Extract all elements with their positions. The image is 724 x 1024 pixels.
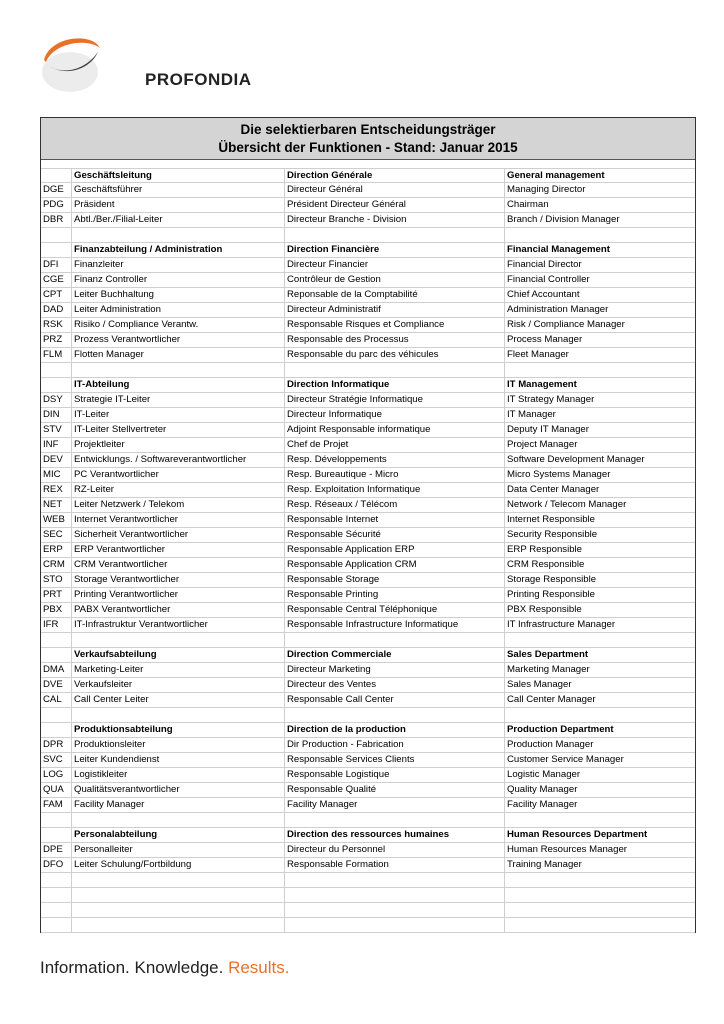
table-row (41, 408, 695, 423)
code-cell (41, 873, 72, 887)
english-cell: Internet Responsible (507, 514, 595, 525)
german-cell: Geschäftsleitung (72, 169, 285, 182)
table-row (41, 753, 695, 768)
german-cell: Leiter Buchhaltung (72, 288, 285, 302)
table-row (41, 423, 695, 438)
german-cell (72, 873, 285, 887)
german-cell: IT-Abteilung (72, 378, 285, 392)
table-row (41, 858, 695, 873)
code-cell (41, 813, 72, 827)
french-cell: Directeur du Personnel (285, 843, 505, 857)
code-cell (41, 903, 72, 917)
code-cell: SEC (41, 528, 72, 542)
french-cell: Responsable Infrastructure Informatique (285, 618, 505, 632)
german-cell: IT-Infrastruktur Verantwortlicher (72, 618, 285, 632)
german-cell: IT-Leiter (72, 408, 285, 422)
code-cell: DPR (41, 738, 72, 752)
german-cell: PC Verantwortlicher (72, 468, 285, 482)
english-cell: Facility Manager (507, 799, 578, 810)
code-cell: DFI (41, 258, 72, 272)
french-cell: Responsable Internet (285, 513, 505, 527)
english-cell: IT Management (507, 379, 577, 390)
german-cell: Entwicklungs. / Softwareverantwortlicher (72, 453, 285, 467)
table-row (41, 663, 695, 678)
german-cell: Personalabteilung (72, 828, 285, 842)
english-cell: Micro Systems Manager (507, 469, 611, 480)
profondia-logo (40, 30, 252, 100)
german-cell: Qualitätsverantwortlicher (72, 783, 285, 797)
english-cell: Software Development Manager (507, 454, 645, 465)
table-row (41, 348, 695, 363)
code-cell: WEB (41, 513, 72, 527)
code-cell: DMA (41, 663, 72, 677)
table-row (41, 678, 695, 693)
german-cell: Storage Verantwortlicher (72, 573, 285, 587)
english-cell: Process Manager (507, 334, 583, 345)
french-cell: Responsable Storage (285, 573, 505, 587)
english-cell: PBX Responsible (507, 604, 582, 615)
french-cell: Responsable Logistique (285, 768, 505, 782)
french-cell: Directeur Branche - Division (285, 213, 505, 227)
english-cell: IT Manager (507, 409, 556, 420)
french-cell (285, 918, 505, 932)
code-cell: ERP (41, 543, 72, 557)
english-cell: Logistic Manager (507, 769, 581, 780)
german-cell: Logistikleiter (72, 768, 285, 782)
english-cell: IT Strategy Manager (507, 394, 595, 405)
table-row (41, 333, 695, 348)
english-cell: Printing Responsible (507, 589, 595, 600)
code-cell: DBR (41, 213, 72, 227)
german-cell: Printing Verantwortlicher (72, 588, 285, 602)
code-cell: PRZ (41, 333, 72, 347)
french-cell (285, 813, 505, 827)
code-cell: DEV (41, 453, 72, 467)
english-cell (505, 633, 695, 647)
english-cell: Sales Manager (507, 679, 572, 690)
german-cell: IT-Leiter Stellvertreter (72, 423, 285, 437)
english-cell: Fleet Manager (507, 349, 569, 360)
code-cell: DAD (41, 303, 72, 317)
section-header-row (41, 243, 695, 258)
section-header-row (41, 723, 695, 738)
english-cell: Financial Management (507, 244, 610, 255)
german-cell (72, 888, 285, 902)
english-cell: ERP Responsible (507, 544, 583, 555)
french-cell: Chef de Projet (285, 438, 505, 452)
table-row (41, 498, 695, 513)
french-cell: Resp. Bureautique - Micro (285, 468, 505, 482)
functions-table-panel (40, 117, 696, 933)
french-cell: Reponsable de la Comptabilité (285, 288, 505, 302)
english-cell: Project Manager (507, 439, 578, 450)
code-cell (41, 918, 72, 932)
table-row (41, 438, 695, 453)
english-cell: Branch / Division Manager (507, 214, 620, 225)
code-cell: STV (41, 423, 72, 437)
table-row (41, 213, 695, 228)
english-cell: Training Manager (507, 859, 582, 870)
french-cell (285, 708, 505, 722)
title-line-2: Übersicht der Funktionen - Stand: Januar 2015 (218, 140, 518, 155)
english-cell: IT Infrastructure Manager (507, 619, 616, 630)
french-cell: Directeur Administratif (285, 303, 505, 317)
german-cell: RZ-Leiter (72, 483, 285, 497)
table-row (41, 528, 695, 543)
code-cell: DFO (41, 858, 72, 872)
table-row (41, 693, 695, 708)
code-cell: REX (41, 483, 72, 497)
table-row (41, 783, 695, 798)
table-row (41, 468, 695, 483)
table-row (41, 198, 695, 213)
german-cell: Leiter Netzwerk / Telekom (72, 498, 285, 512)
section-header-row (41, 648, 695, 663)
german-cell (72, 918, 285, 932)
code-cell (41, 169, 72, 182)
english-cell: Data Center Manager (507, 484, 600, 495)
english-cell: Production Manager (507, 739, 594, 750)
code-cell (41, 633, 72, 647)
english-cell: Chief Accountant (507, 289, 580, 300)
french-cell: Direction Financière (285, 243, 505, 257)
german-cell (72, 633, 285, 647)
french-cell: Resp. Réseaux / Télécom (285, 498, 505, 512)
table-row (41, 768, 695, 783)
german-cell (72, 363, 285, 377)
english-cell: Production Department (507, 724, 614, 735)
table-row (41, 453, 695, 468)
french-cell: Direction des ressources humaines (285, 828, 505, 842)
german-cell: Finanzleiter (72, 258, 285, 272)
french-cell: Responsable Printing (285, 588, 505, 602)
table-row (41, 513, 695, 528)
code-cell: RSK (41, 318, 72, 332)
german-cell (72, 813, 285, 827)
table-row (41, 273, 695, 288)
french-cell: Directeur Général (285, 183, 505, 197)
german-cell: Personalleiter (72, 843, 285, 857)
german-cell: Produktionsleiter (72, 738, 285, 752)
functions-grid (41, 168, 695, 933)
code-cell: MIC (41, 468, 72, 482)
german-cell (72, 903, 285, 917)
german-cell: Leiter Kundendienst (72, 753, 285, 767)
french-cell: Contrôleur de Gestion (285, 273, 505, 287)
english-cell: Chairman (507, 199, 549, 210)
english-cell: Human Resources Manager (507, 844, 627, 855)
code-cell: DGE (41, 183, 72, 197)
french-cell: Directeur Financier (285, 258, 505, 272)
table-row (41, 558, 695, 573)
german-cell: Finanzabteilung / Administration (72, 243, 285, 257)
table-row (41, 183, 695, 198)
english-cell: CRM Responsible (507, 559, 585, 570)
code-cell: PDG (41, 198, 72, 212)
blank-row (41, 708, 695, 723)
code-cell (41, 828, 72, 842)
section-header-row (41, 378, 695, 393)
logo-swoosh-icon (40, 30, 102, 100)
french-cell: Responsable Application ERP (285, 543, 505, 557)
blank-row (41, 903, 695, 918)
german-cell: Internet Verantwortlicher (72, 513, 285, 527)
french-cell: Responsable Qualité (285, 783, 505, 797)
german-cell: Finanz Controller (72, 273, 285, 287)
french-cell: Dir Production - Fabrication (285, 738, 505, 752)
german-cell: Abtl./Ber./Filial-Leiter (72, 213, 285, 227)
german-cell: Verkaufsleiter (72, 678, 285, 692)
german-cell (72, 708, 285, 722)
german-cell: Leiter Administration (72, 303, 285, 317)
german-cell: CRM Verantwortlicher (72, 558, 285, 572)
english-cell (505, 888, 695, 902)
table-row (41, 618, 695, 633)
french-cell (285, 873, 505, 887)
english-cell: Human Resources Department (507, 829, 648, 840)
code-cell: NET (41, 498, 72, 512)
tagline-text: Information. Knowledge. (40, 958, 229, 977)
english-cell: Sales Department (507, 649, 589, 660)
french-cell: Responsable des Processus (285, 333, 505, 347)
french-cell: Direction Informatique (285, 378, 505, 392)
english-cell: Financial Controller (507, 274, 590, 285)
code-cell (41, 378, 72, 392)
german-cell: Geschäftsführer (72, 183, 285, 197)
table-row (41, 798, 695, 813)
blank-row (41, 633, 695, 648)
code-cell: CGE (41, 273, 72, 287)
english-cell (505, 903, 695, 917)
tagline-accent: Results. (228, 958, 290, 977)
code-cell (41, 363, 72, 377)
code-cell: CRM (41, 558, 72, 572)
german-cell (72, 228, 285, 242)
german-cell: PABX Verantwortlicher (72, 603, 285, 617)
code-cell: PBX (41, 603, 72, 617)
table-row (41, 393, 695, 408)
table-row (41, 573, 695, 588)
french-cell (285, 363, 505, 377)
blank-row (41, 888, 695, 903)
code-cell: IFR (41, 618, 72, 632)
english-cell: Administration Manager (507, 304, 609, 315)
table-row (41, 588, 695, 603)
french-cell: Responsable Call Center (285, 693, 505, 707)
english-cell: Marketing Manager (507, 664, 590, 675)
code-cell: CAL (41, 693, 72, 707)
code-cell (41, 243, 72, 257)
table-row (41, 543, 695, 558)
french-cell: Directeur Stratégie Informatique (285, 393, 505, 407)
german-cell: Marketing-Leiter (72, 663, 285, 677)
english-cell: Network / Telecom Manager (507, 499, 627, 510)
table-row (41, 288, 695, 303)
code-cell: FAM (41, 798, 72, 812)
english-cell (505, 918, 695, 932)
code-cell: DIN (41, 408, 72, 422)
code-cell (41, 723, 72, 737)
french-cell: Responsable Central Téléphonique (285, 603, 505, 617)
french-cell: Président Directeur Général (285, 198, 505, 212)
section-header-row (41, 168, 695, 183)
french-cell: Direction Commerciale (285, 648, 505, 662)
english-cell: Deputy IT Manager (507, 424, 589, 435)
german-cell: Flotten Manager (72, 348, 285, 362)
english-cell: Storage Responsible (507, 574, 597, 585)
code-cell: FLM (41, 348, 72, 362)
french-cell: Directeur Informatique (285, 408, 505, 422)
french-cell: Directeur des Ventes (285, 678, 505, 692)
english-cell: Managing Director (507, 184, 586, 195)
french-cell: Responsable Risques et Compliance (285, 318, 505, 332)
code-cell: INF (41, 438, 72, 452)
french-cell: Responsable Application CRM (285, 558, 505, 572)
french-cell: Direction Générale (285, 169, 505, 182)
table-row (41, 318, 695, 333)
french-cell: Resp. Exploitation Informatique (285, 483, 505, 497)
english-cell: Security Responsible (507, 529, 598, 540)
code-cell: STO (41, 573, 72, 587)
code-cell: DSY (41, 393, 72, 407)
english-cell (505, 228, 695, 242)
code-cell (41, 648, 72, 662)
german-cell: Verkaufsabteilung (72, 648, 285, 662)
code-cell (41, 228, 72, 242)
french-cell: Directeur Marketing (285, 663, 505, 677)
table-row (41, 483, 695, 498)
code-cell: CPT (41, 288, 72, 302)
blank-row (41, 873, 695, 888)
english-cell: General management (507, 170, 605, 181)
german-cell: Sicherheit Verantwortlicher (72, 528, 285, 542)
code-cell: DPE (41, 843, 72, 857)
code-cell (41, 708, 72, 722)
french-cell: Resp. Développements (285, 453, 505, 467)
section-header-row (41, 828, 695, 843)
french-cell: Adjoint Responsable informatique (285, 423, 505, 437)
french-cell (285, 903, 505, 917)
english-cell: Risk / Compliance Manager (507, 319, 625, 330)
brand-name: PROFONDIA (145, 70, 252, 89)
french-cell: Responsable du parc des véhicules (285, 348, 505, 362)
tagline (40, 958, 289, 978)
english-cell: Quality Manager (507, 784, 578, 795)
german-cell: Call Center Leiter (72, 693, 285, 707)
code-cell: SVC (41, 753, 72, 767)
table-row (41, 843, 695, 858)
table-row (41, 738, 695, 753)
table-title (41, 118, 695, 160)
table-row (41, 303, 695, 318)
french-cell (285, 633, 505, 647)
table-row (41, 603, 695, 618)
blank-row (41, 228, 695, 243)
english-cell (505, 708, 695, 722)
code-cell: QUA (41, 783, 72, 797)
blank-row (41, 363, 695, 378)
french-cell (285, 888, 505, 902)
blank-row (41, 813, 695, 828)
german-cell: Facility Manager (72, 798, 285, 812)
blank-row (41, 918, 695, 933)
german-cell: Prozess Verantwortlicher (72, 333, 285, 347)
english-cell: Customer Service Manager (507, 754, 624, 765)
french-cell: Direction de la production (285, 723, 505, 737)
german-cell: Strategie IT-Leiter (72, 393, 285, 407)
french-cell (285, 228, 505, 242)
english-cell (505, 363, 695, 377)
english-cell (505, 813, 695, 827)
table-row (41, 258, 695, 273)
english-cell (505, 873, 695, 887)
german-cell: Präsident (72, 198, 285, 212)
french-cell: Responsable Services Clients (285, 753, 505, 767)
code-cell: LOG (41, 768, 72, 782)
german-cell: Produktionsabteilung (72, 723, 285, 737)
german-cell: Leiter Schulung/Fortbildung (72, 858, 285, 872)
german-cell: ERP Verantwortlicher (72, 543, 285, 557)
french-cell: Responsable Sécurité (285, 528, 505, 542)
french-cell: Responsable Formation (285, 858, 505, 872)
english-cell: Call Center Manager (507, 694, 596, 705)
code-cell: PRT (41, 588, 72, 602)
english-cell: Financial Director (507, 259, 582, 270)
french-cell: Facility Manager (285, 798, 505, 812)
code-cell: DVE (41, 678, 72, 692)
code-cell (41, 888, 72, 902)
title-line-1: Die selektierbaren Entscheidungsträger (240, 122, 496, 137)
german-cell: Projektleiter (72, 438, 285, 452)
german-cell: Risiko / Compliance Verantw. (72, 318, 285, 332)
